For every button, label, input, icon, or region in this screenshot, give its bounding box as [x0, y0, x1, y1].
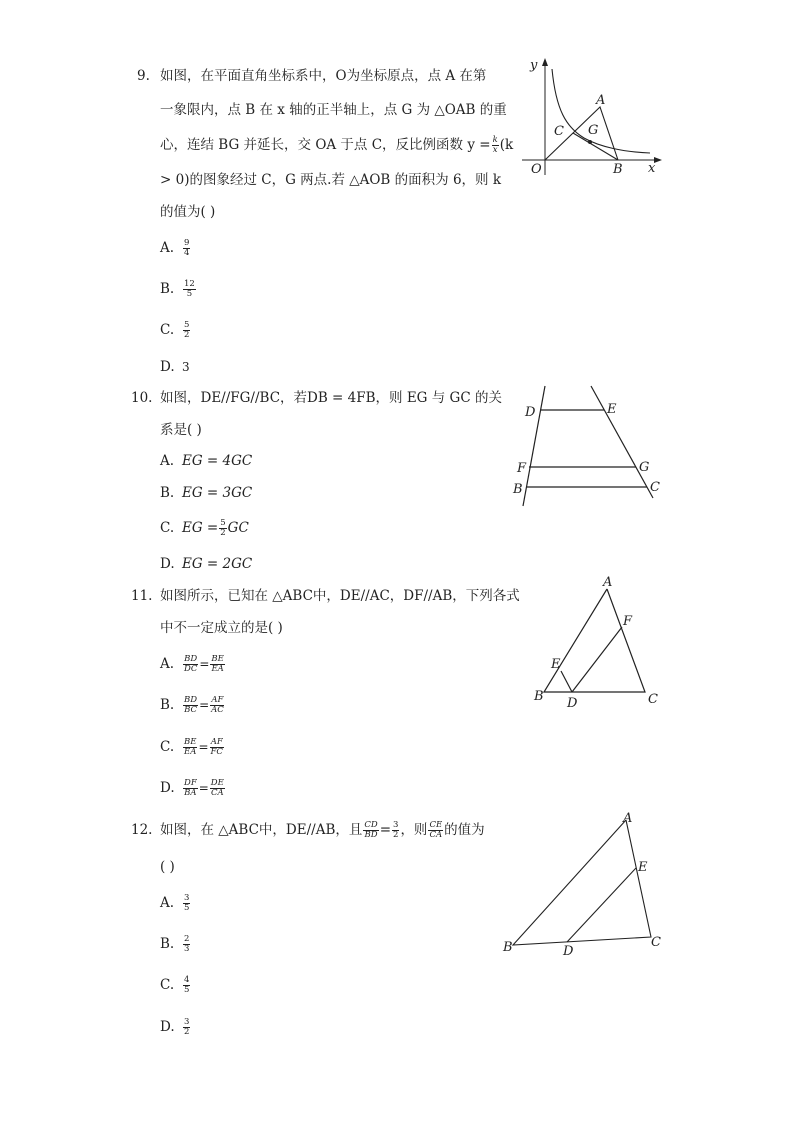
- label-a: A: [603, 575, 613, 590]
- label-e: E: [607, 402, 617, 417]
- q12-figure: [500, 805, 670, 965]
- label-g: G: [639, 460, 650, 475]
- q11-figure: [525, 575, 665, 715]
- segment-de: [561, 671, 572, 692]
- label-o: O: [531, 162, 542, 177]
- segment-de: [567, 868, 636, 942]
- question-text-line: > 0)的图象经过 C，G 两点.若 △AOB 的面积为 6，则 k: [160, 172, 501, 188]
- label-a: A: [623, 811, 633, 826]
- segment-df: [572, 627, 622, 692]
- question-text-line: 一象限内，点 B 在 x 轴的正半轴上，点 G 为 △OAB 的重: [160, 102, 507, 118]
- option-d[interactable]: D. EG = 2GC: [160, 556, 253, 572]
- question-number: 10.: [131, 390, 153, 406]
- label-c: C: [648, 692, 658, 707]
- question-text-line: ( ): [160, 859, 175, 875]
- q9-figure: [500, 55, 665, 180]
- option-c[interactable]: C. EG = $\frac{5}{2}$ GC: [160, 517, 249, 538]
- label-b: B: [534, 689, 544, 704]
- label-c: C: [554, 124, 564, 139]
- option-c[interactable]: C. $\frac{5}{2}$: [160, 319, 190, 340]
- label-a: A: [596, 93, 606, 108]
- label-d: D: [563, 944, 574, 959]
- question-text-line: 如图，DE//FG//BC，若DB = 4FB，则 EG 与 GC 的关: [160, 390, 502, 406]
- label-c: C: [651, 935, 661, 950]
- question-text-line: 心，连结 BG 并延长，交 OA 于点 C，反比例函数 y = $\frac{k}{x}$ (k: [160, 135, 514, 155]
- left-transversal: [523, 386, 545, 506]
- question-text-line: 如图，在平面直角坐标系中，O为坐标原点，点 A 在第: [160, 68, 487, 84]
- option-d[interactable]: D. 3: [160, 359, 190, 375]
- label-b: B: [613, 162, 623, 177]
- right-transversal: [591, 386, 653, 498]
- question-text-line: 的值为( ): [160, 204, 216, 220]
- question-text-line: 如图，在 △ABC中，DE//AB，且 $\frac{CD}{BD}$ = $\frac{3}{2}$ ，则 $\frac{CE}{CA}$ 的值为: [160, 820, 485, 840]
- option-a[interactable]: A. EG = 4GC: [160, 453, 253, 469]
- option-c[interactable]: C. $\frac{BE}{EA}$ = $\frac{AF}{FC}$: [160, 736, 223, 757]
- option-a[interactable]: A. $\frac{9}{4}$: [160, 237, 190, 258]
- label-e: E: [638, 860, 648, 875]
- label-f: F: [517, 461, 527, 476]
- question-number: 9.: [137, 68, 150, 84]
- label-d: D: [525, 405, 536, 420]
- option-c[interactable]: C. $\frac{4}{5}$: [160, 974, 190, 995]
- y-axis-arrow: [542, 58, 548, 66]
- label-b: B: [513, 482, 523, 497]
- question-number: 11.: [131, 588, 153, 604]
- option-b[interactable]: B. $\frac{BD}{BC}$ = $\frac{AF}{AC}$: [160, 694, 224, 715]
- option-b[interactable]: B. $\frac{12}{5}$: [160, 278, 195, 299]
- label-y: y: [530, 58, 538, 73]
- label-x: x: [648, 161, 656, 176]
- question-text-line: 如图所示，已知在 △ABC中，DE//AC，DF//AB，下列各式: [160, 588, 520, 604]
- question-text-line: 中不一定成立的是( ): [160, 620, 283, 636]
- triangle-abc: [544, 589, 645, 692]
- option-b[interactable]: B. EG = 3GC: [160, 485, 253, 501]
- label-b: B: [503, 940, 513, 955]
- option-a[interactable]: A. $\frac{BD}{DC}$ = $\frac{BE}{EA}$: [160, 653, 224, 674]
- question-number: 12.: [131, 822, 153, 838]
- option-d[interactable]: D. $\frac{DF}{BA}$ = $\frac{DE}{CA}$: [160, 777, 224, 798]
- label-f: F: [623, 614, 633, 629]
- option-d[interactable]: D. $\frac{3}{2}$: [160, 1016, 190, 1037]
- label-d: D: [567, 696, 578, 711]
- q10-figure: [505, 380, 670, 510]
- option-a[interactable]: A. $\frac{3}{5}$: [160, 892, 190, 913]
- point-g: [588, 140, 592, 144]
- label-g: G: [588, 123, 599, 138]
- label-c: C: [650, 480, 660, 495]
- label-e: E: [551, 657, 561, 672]
- question-text-line: 系是( ): [160, 422, 202, 438]
- option-b[interactable]: B. $\frac{2}{3}$: [160, 933, 190, 954]
